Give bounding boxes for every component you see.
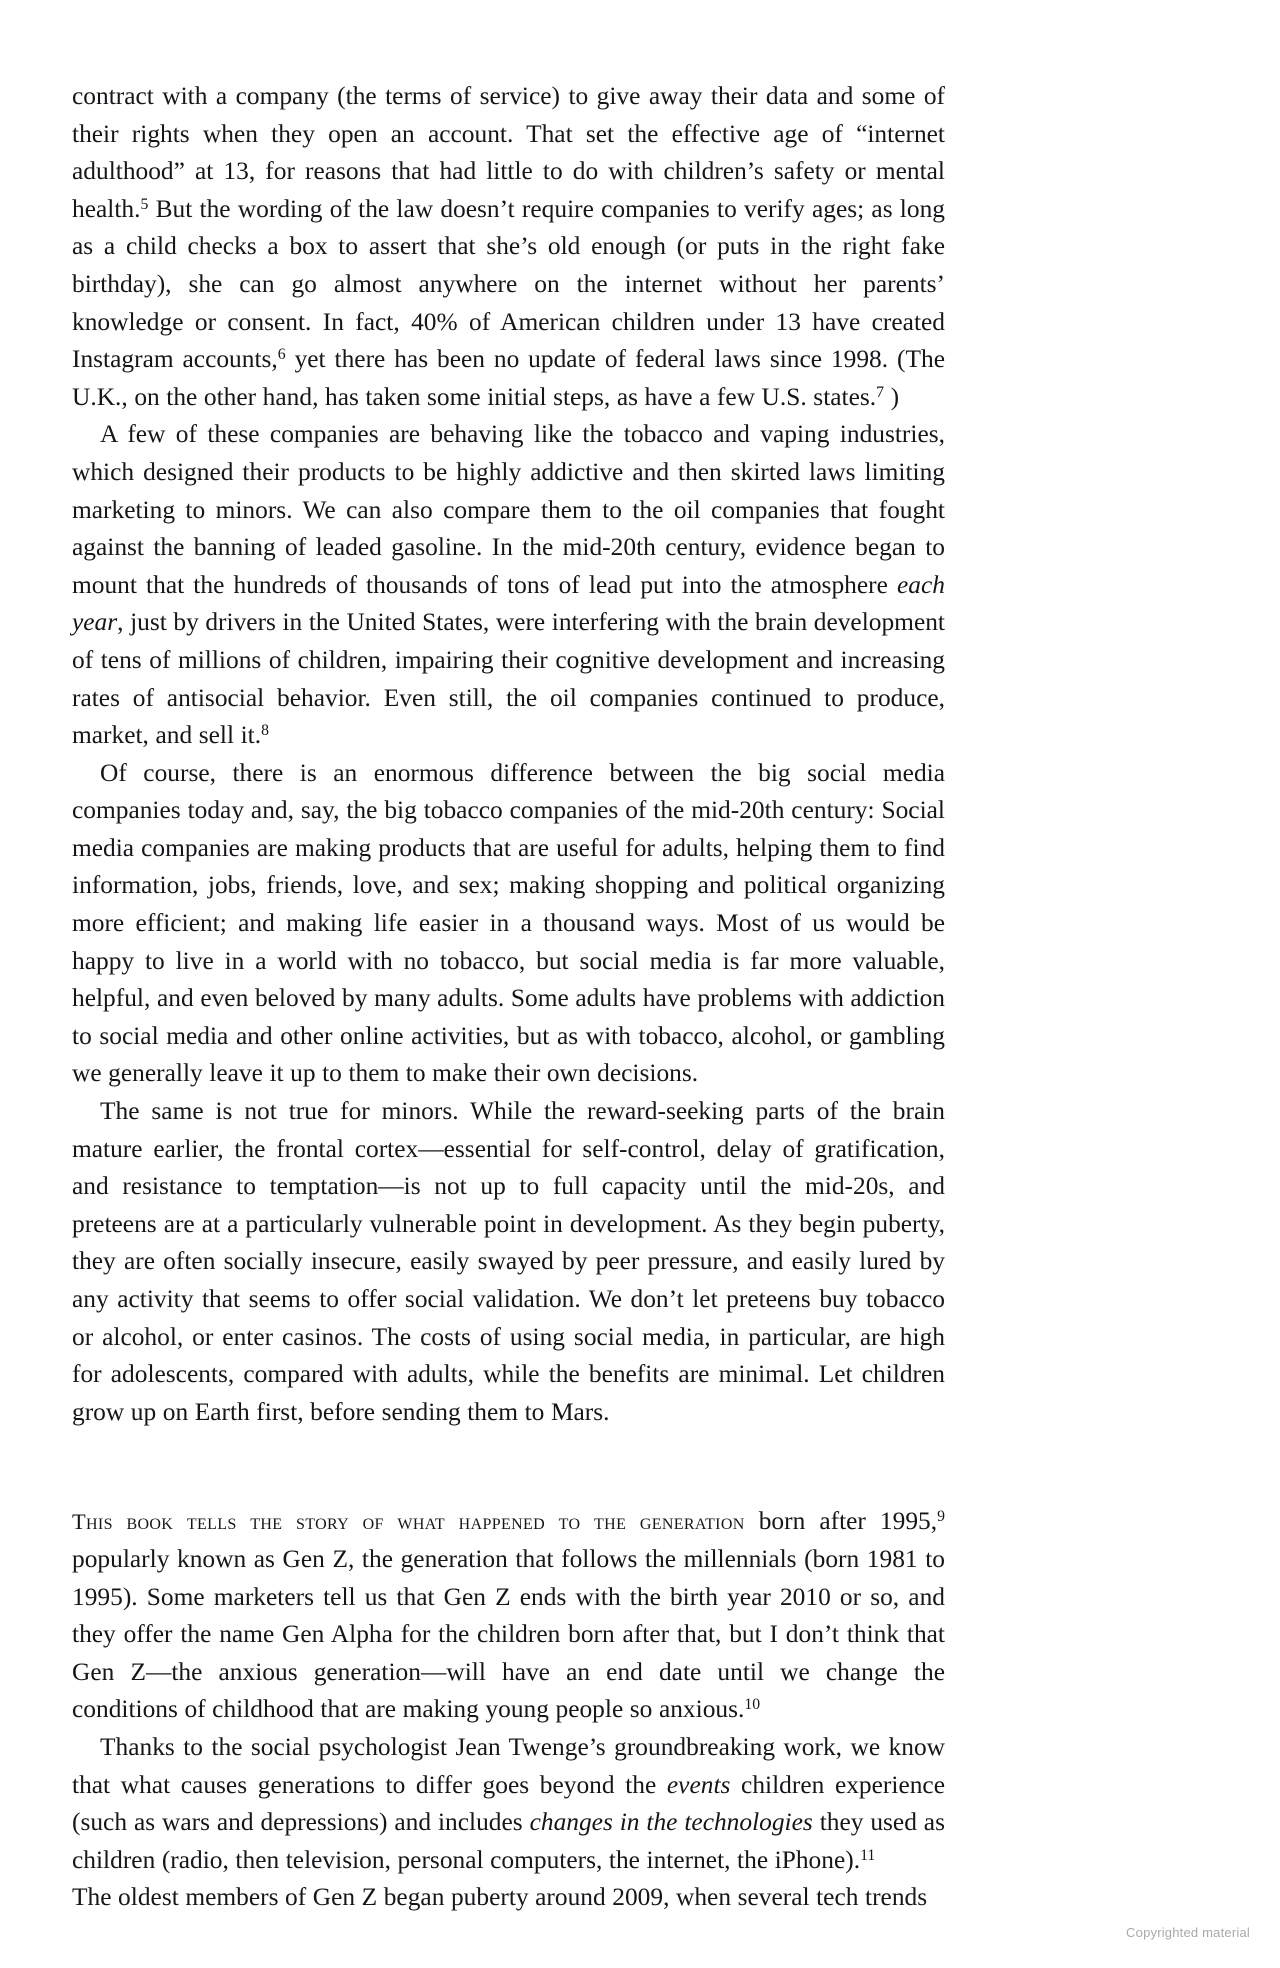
- paragraph-1-text-b: But the wording of the law doesn’t require companies to verify ages; as long as a child checks a box to assert that she’s old enough (or puts in the right fake birthday), she can go almost anywhere on the internet without her parents’ knowledge or consent. In fact, 40% of American children under 13 have created Instagram accounts,: [72, 194, 945, 374]
- footnote-marker-10[interactable]: 10: [744, 1696, 761, 1714]
- paragraph-1-text-d: ): [884, 382, 900, 411]
- paragraph-2-emphasis-each-year: each year: [72, 570, 945, 637]
- paragraph-1-text-a: contract with a company (the terms of service) to give away their data and some of their rights when they open an account. That set the effective age of “internet adulthood” at 13, for reasons that had little to do with children’s safety or mental health.: [72, 82, 945, 223]
- section-break-spacer: [72, 1431, 945, 1503]
- footnote-marker-5[interactable]: 5: [140, 195, 149, 213]
- footnote-marker-11[interactable]: 11: [860, 1846, 876, 1864]
- paragraph-6-emphasis-technologies: changes in the technologies: [529, 1808, 813, 1837]
- paragraph-7: The oldest members of Gen Z began puberty around 2009, when several tech trends: [72, 1883, 928, 1912]
- paragraph-2-text-b: , just by drivers in the United States, were interfering with the brain development of tens of millions of children, impairing their cognitive development and increasing rates of antisocial behavior. Even still, the oil companies continued to produce, market, and sell it.: [72, 608, 945, 750]
- paragraph-3: Of course, there is an enormous difference between the big social media companies today and, say, the big tobacco companies of the mid-20th century: Social media companies are making products that are useful for adults, helping them to find information, jobs, friends, love, and sex; making shopping and political organizing more efficient; and making life easier in a thousand ways. Most of us would be happy to live in a world with no tobacco, but social media is far more valuable, helpful, and even beloved by many adults. Some adults have problems with addiction to social media and other online activities, but as with tobacco, alcohol, or gambling we generally leave it up to them to make their own decisions.: [72, 758, 945, 1088]
- copyright-notice: Copyrighted material: [1126, 1925, 1250, 1940]
- footnote-marker-8[interactable]: 8: [261, 721, 269, 739]
- paragraph-5: [72, 1503, 945, 1729]
- paragraph-1-text-c: yet there has been no update of federal laws since 1998. (The U.K., on the other hand, has taken some initial steps, as have a few U.S. states.: [72, 345, 945, 411]
- paragraph-4: The same is not true for minors. While the reward-seeking parts of the brain mature earlier, the frontal cortex—essential for self-control, delay of gratification, and resistance to temptation—is not up to full capacity until the mid-20s, and preteens are at a particularly vulnerable point in development. As they begin puberty, they are often socially insecure, easily swayed by peer pressure, and easily lured by any activity that seems to offer social validation. We don’t let preteens buy tobacco or alcohol, or enter casinos. The costs of using social media, in particular, are high for adolescents, compared with adults, while the benefits are minimal. Let children grow up on Earth first, before sending them to Mars.: [72, 1097, 945, 1426]
- paragraph-6: [72, 1729, 945, 1879]
- paragraph-6-emphasis-events: events: [666, 1770, 731, 1799]
- footnote-marker-9[interactable]: 9: [937, 1508, 945, 1526]
- footnote-marker-7[interactable]: 7: [876, 383, 885, 401]
- paragraph-5-text-b: popularly known as Gen Z, the generation that follows the millennials (born 1981 to 1995). Some marketers tell us that Gen Z ends with the birth year 2010 or so, and they offer the name Gen Alpha for the children born after that, but I don’t think that Gen Z—the anxious generation—will have an end date until we change the conditions of childhood that are making young people so anxious.: [72, 1544, 945, 1724]
- section-opener-smallcaps: This book tells the story of what happened to the generation: [72, 1509, 745, 1535]
- paragraph-2: [72, 416, 945, 754]
- paragraph-6-text-b: children experience (such as wars and depressions) and includes: [72, 1770, 945, 1837]
- paragraph-2-text-a: A few of these companies are behaving like the tobacco and vaping industries, which designed their products to be highly addictive and then skirted laws limiting marketing to minors. We can also compare them to the oil companies that fought against the banning of leaded gasoline. In the mid-20th century, evidence began to mount that the hundreds of thousands of tons of lead put into the atmosphere: [72, 420, 945, 599]
- paragraph-6-text-a: Thanks to the social psychologist Jean Twenge’s groundbreaking work, we know that what causes generations to differ goes beyond the: [72, 1732, 945, 1799]
- page-text-block: [72, 78, 945, 1917]
- paragraph-6-text-c: they used as children (radio, then television, personal computers, the internet, the iPhone).: [72, 1808, 945, 1874]
- footnote-marker-6[interactable]: 6: [277, 345, 286, 363]
- paragraph-1: [72, 78, 945, 416]
- paragraph-5-text-a: born after 1995,: [744, 1507, 938, 1536]
